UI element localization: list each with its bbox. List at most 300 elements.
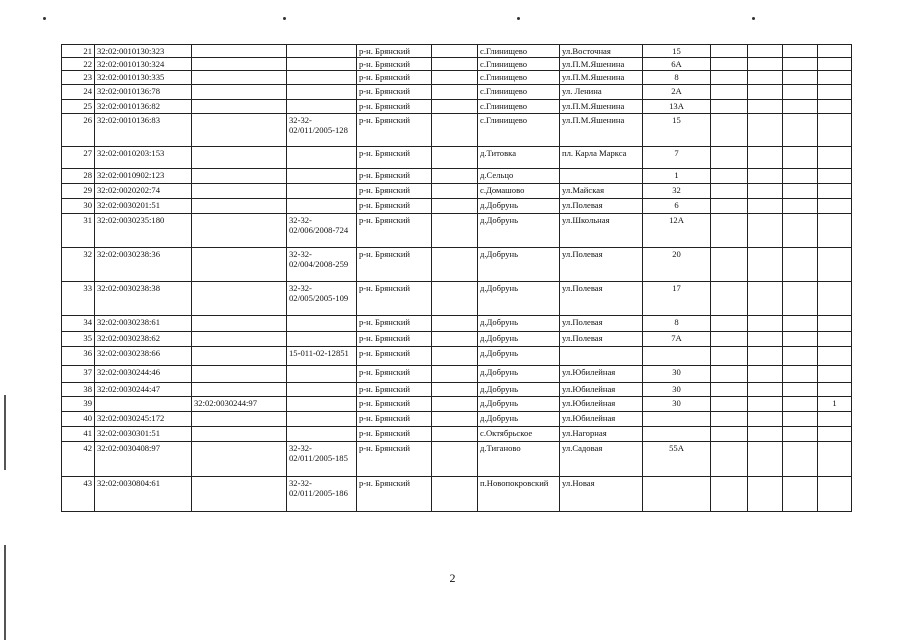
registration-number (287, 169, 357, 184)
table-row (62, 58, 852, 71)
locality: д.Добрунь (478, 332, 560, 347)
row-number: 40 (62, 412, 95, 427)
empty-cell (432, 100, 478, 114)
extra-count (818, 214, 852, 248)
locality: с.Домашово (478, 184, 560, 199)
empty-cell (432, 316, 478, 332)
registration-number: 32-32-02/004/2008-259 (287, 248, 357, 282)
row-number: 21 (62, 45, 95, 58)
row-number: 35 (62, 332, 95, 347)
empty-cell (432, 366, 478, 383)
row-number: 32 (62, 248, 95, 282)
empty-cell (432, 347, 478, 366)
empty-cell (711, 332, 748, 347)
empty-cell (711, 347, 748, 366)
extra-count (818, 147, 852, 169)
street: ул.Майская (560, 184, 643, 199)
empty-cell (748, 383, 783, 397)
alt-cadastral-number (192, 316, 287, 332)
empty-cell (432, 147, 478, 169)
street: ул.Полевая (560, 282, 643, 316)
cadastral-number: 32:02:0010130:324 (95, 58, 192, 71)
alt-cadastral-number (192, 248, 287, 282)
empty-cell (783, 332, 818, 347)
locality: д.Добрунь (478, 282, 560, 316)
table-row (62, 282, 852, 316)
locality: с.Глинищево (478, 85, 560, 100)
empty-cell (711, 383, 748, 397)
empty-cell (748, 100, 783, 114)
empty-cell (711, 100, 748, 114)
cadastral-number: 32:02:0030238:36 (95, 248, 192, 282)
cadastral-number: 32:02:0030244:47 (95, 383, 192, 397)
empty-cell (432, 58, 478, 71)
empty-cell (432, 442, 478, 477)
alt-cadastral-number (192, 184, 287, 199)
registration-number (287, 332, 357, 347)
house-number: 30 (643, 383, 711, 397)
registration-number (287, 58, 357, 71)
empty-cell (432, 397, 478, 412)
street: пл. Карла Маркса (560, 147, 643, 169)
alt-cadastral-number: 32:02:0030244:97 (192, 397, 287, 412)
street: ул.Полевая (560, 199, 643, 214)
district: р-н. Брянский (357, 214, 432, 248)
extra-count (818, 199, 852, 214)
locality: с.Глинищево (478, 114, 560, 147)
row-number: 31 (62, 214, 95, 248)
alt-cadastral-number (192, 282, 287, 316)
street: ул.П.М.Яшенина (560, 100, 643, 114)
house-number: 1 (643, 169, 711, 184)
empty-cell (783, 366, 818, 383)
empty-cell (783, 282, 818, 316)
table-row (62, 85, 852, 100)
empty-cell (432, 477, 478, 512)
locality: п.Новопокровский (478, 477, 560, 512)
empty-cell (748, 214, 783, 248)
extra-count (818, 58, 852, 71)
row-number: 27 (62, 147, 95, 169)
scan-mark (752, 17, 755, 20)
house-number (643, 412, 711, 427)
cadastral-number: 32:02:0030238:62 (95, 332, 192, 347)
scan-mark (43, 17, 46, 20)
cadastral-number (95, 397, 192, 412)
house-number: 6А (643, 58, 711, 71)
locality: д.Тиганово (478, 442, 560, 477)
table-row (62, 383, 852, 397)
extra-count (818, 184, 852, 199)
empty-cell (748, 347, 783, 366)
registration-number (287, 199, 357, 214)
extra-count (818, 442, 852, 477)
street: ул.П.М.Яшенина (560, 114, 643, 147)
extra-count: 1 (818, 397, 852, 412)
row-number: 22 (62, 58, 95, 71)
extra-count (818, 477, 852, 512)
registration-number (287, 397, 357, 412)
district: р-н. Брянский (357, 442, 432, 477)
locality: д.Добрунь (478, 412, 560, 427)
row-number: 25 (62, 100, 95, 114)
empty-cell (783, 477, 818, 512)
district: р-н. Брянский (357, 477, 432, 512)
registration-number (287, 184, 357, 199)
empty-cell (748, 45, 783, 58)
empty-cell (432, 184, 478, 199)
alt-cadastral-number (192, 71, 287, 85)
table-row (62, 45, 852, 58)
locality: с.Глинищево (478, 100, 560, 114)
empty-cell (783, 347, 818, 366)
registration-number: 32-32-02/011/2005-186 (287, 477, 357, 512)
empty-cell (432, 45, 478, 58)
registration-number (287, 316, 357, 332)
district: р-н. Брянский (357, 147, 432, 169)
registration-number (287, 383, 357, 397)
row-number: 29 (62, 184, 95, 199)
street: ул.Восточная (560, 45, 643, 58)
district: р-н. Брянский (357, 199, 432, 214)
empty-cell (783, 184, 818, 199)
district: р-н. Брянский (357, 169, 432, 184)
extra-count (818, 100, 852, 114)
house-number (643, 427, 711, 442)
empty-cell (783, 71, 818, 85)
empty-cell (783, 45, 818, 58)
registration-number (287, 85, 357, 100)
table-row (62, 347, 852, 366)
empty-cell (783, 114, 818, 147)
street: ул.Садовая (560, 442, 643, 477)
alt-cadastral-number (192, 383, 287, 397)
district: р-н. Брянский (357, 383, 432, 397)
table-row (62, 147, 852, 169)
row-number: 23 (62, 71, 95, 85)
empty-cell (783, 316, 818, 332)
empty-cell (783, 85, 818, 100)
empty-cell (432, 412, 478, 427)
row-number: 33 (62, 282, 95, 316)
empty-cell (711, 58, 748, 71)
empty-cell (432, 332, 478, 347)
empty-cell (711, 169, 748, 184)
district: р-н. Брянский (357, 412, 432, 427)
registration-number (287, 147, 357, 169)
district: р-н. Брянский (357, 45, 432, 58)
empty-cell (748, 169, 783, 184)
row-number: 36 (62, 347, 95, 366)
empty-cell (783, 442, 818, 477)
table-row (62, 214, 852, 248)
extra-count (818, 71, 852, 85)
empty-cell (711, 442, 748, 477)
cadastral-number: 32:02:0010136:83 (95, 114, 192, 147)
empty-cell (783, 147, 818, 169)
extra-count (818, 412, 852, 427)
cadastral-number: 32:02:0020202:74 (95, 184, 192, 199)
house-number: 17 (643, 282, 711, 316)
alt-cadastral-number (192, 366, 287, 383)
table-row (62, 477, 852, 512)
row-number: 38 (62, 383, 95, 397)
empty-cell (711, 427, 748, 442)
scan-mark (283, 17, 286, 20)
empty-cell (748, 147, 783, 169)
empty-cell (783, 248, 818, 282)
alt-cadastral-number (192, 45, 287, 58)
house-number (643, 477, 711, 512)
cadastral-number: 32:02:0030244:46 (95, 366, 192, 383)
empty-cell (711, 114, 748, 147)
district: р-н. Брянский (357, 366, 432, 383)
empty-cell (748, 114, 783, 147)
table-row (62, 248, 852, 282)
empty-cell (748, 58, 783, 71)
empty-cell (783, 100, 818, 114)
district: р-н. Брянский (357, 332, 432, 347)
locality: д.Сельцо (478, 169, 560, 184)
empty-cell (748, 397, 783, 412)
row-number: 41 (62, 427, 95, 442)
registry-table (61, 44, 852, 512)
district: р-н. Брянский (357, 427, 432, 442)
extra-count (818, 332, 852, 347)
house-number: 8 (643, 71, 711, 85)
street: ул. Ленина (560, 85, 643, 100)
street: ул.Полевая (560, 316, 643, 332)
extra-count (818, 248, 852, 282)
empty-cell (748, 442, 783, 477)
table-row (62, 316, 852, 332)
row-number: 43 (62, 477, 95, 512)
registration-number (287, 427, 357, 442)
cadastral-number: 32:02:0030804:61 (95, 477, 192, 512)
district: р-н. Брянский (357, 71, 432, 85)
registration-number (287, 45, 357, 58)
extra-count (818, 347, 852, 366)
house-number: 20 (643, 248, 711, 282)
extra-count (818, 114, 852, 147)
locality: д.Добрунь (478, 347, 560, 366)
cadastral-number: 32:02:0030408:97 (95, 442, 192, 477)
locality: с.Октябрьское (478, 427, 560, 442)
empty-cell (432, 427, 478, 442)
empty-cell (748, 477, 783, 512)
empty-cell (432, 248, 478, 282)
cadastral-number: 32:02:0030238:61 (95, 316, 192, 332)
empty-cell (783, 383, 818, 397)
alt-cadastral-number (192, 147, 287, 169)
alt-cadastral-number (192, 347, 287, 366)
house-number: 12А (643, 214, 711, 248)
empty-cell (711, 214, 748, 248)
empty-cell (748, 85, 783, 100)
house-number: 8 (643, 316, 711, 332)
locality: д.Добрунь (478, 316, 560, 332)
empty-cell (783, 199, 818, 214)
district: р-н. Брянский (357, 248, 432, 282)
empty-cell (748, 412, 783, 427)
house-number: 55А (643, 442, 711, 477)
locality: с.Глинищево (478, 71, 560, 85)
empty-cell (783, 412, 818, 427)
empty-cell (432, 71, 478, 85)
row-number: 39 (62, 397, 95, 412)
cadastral-number: 32:02:0030238:38 (95, 282, 192, 316)
row-number: 37 (62, 366, 95, 383)
empty-cell (748, 332, 783, 347)
street: ул.Нагорная (560, 427, 643, 442)
empty-cell (711, 248, 748, 282)
empty-cell (432, 85, 478, 100)
empty-cell (748, 316, 783, 332)
house-number: 13А (643, 100, 711, 114)
street: ул.Юбилейная (560, 366, 643, 383)
registration-number: 32-32-02/011/2005-185 (287, 442, 357, 477)
alt-cadastral-number (192, 85, 287, 100)
district: р-н. Брянский (357, 85, 432, 100)
cadastral-number: 32:02:0010902:123 (95, 169, 192, 184)
locality: д.Добрунь (478, 397, 560, 412)
registration-number (287, 71, 357, 85)
table-row (62, 184, 852, 199)
cadastral-number: 32:02:0030301:51 (95, 427, 192, 442)
house-number (643, 347, 711, 366)
empty-cell (783, 169, 818, 184)
alt-cadastral-number (192, 58, 287, 71)
scan-mark (517, 17, 520, 20)
street: ул.П.М.Яшенина (560, 71, 643, 85)
locality: д.Добрунь (478, 199, 560, 214)
street (560, 347, 643, 366)
empty-cell (711, 45, 748, 58)
locality: д.Добрунь (478, 383, 560, 397)
empty-cell (432, 383, 478, 397)
empty-cell (748, 199, 783, 214)
alt-cadastral-number (192, 332, 287, 347)
district: р-н. Брянский (357, 114, 432, 147)
table-row (62, 199, 852, 214)
scan-edge (4, 545, 6, 640)
empty-cell (711, 397, 748, 412)
district: р-н. Брянский (357, 316, 432, 332)
alt-cadastral-number (192, 169, 287, 184)
cadastral-number: 32:02:0010136:78 (95, 85, 192, 100)
empty-cell (432, 214, 478, 248)
street: ул.Полевая (560, 248, 643, 282)
district: р-н. Брянский (357, 347, 432, 366)
house-number: 15 (643, 45, 711, 58)
alt-cadastral-number (192, 100, 287, 114)
street: ул.Полевая (560, 332, 643, 347)
alt-cadastral-number (192, 427, 287, 442)
alt-cadastral-number (192, 442, 287, 477)
table-row (62, 100, 852, 114)
alt-cadastral-number (192, 477, 287, 512)
registration-number: 15-011-02-12851 (287, 347, 357, 366)
empty-cell (783, 214, 818, 248)
empty-cell (748, 282, 783, 316)
empty-cell (783, 58, 818, 71)
registration-number: 32-32-02/005/2005-109 (287, 282, 357, 316)
empty-cell (748, 366, 783, 383)
house-number: 32 (643, 184, 711, 199)
scan-edge (4, 395, 6, 470)
street (560, 169, 643, 184)
locality: д.Титовка (478, 147, 560, 169)
empty-cell (783, 397, 818, 412)
table-row (62, 442, 852, 477)
empty-cell (432, 114, 478, 147)
extra-count (818, 366, 852, 383)
house-number: 2А (643, 85, 711, 100)
empty-cell (432, 169, 478, 184)
empty-cell (748, 184, 783, 199)
house-number: 30 (643, 366, 711, 383)
empty-cell (711, 85, 748, 100)
locality: с.Глинищево (478, 45, 560, 58)
table-row (62, 71, 852, 85)
cadastral-number: 32:02:0030238:66 (95, 347, 192, 366)
cadastral-number: 32:02:0030235:180 (95, 214, 192, 248)
house-number: 7А (643, 332, 711, 347)
registration-number (287, 366, 357, 383)
empty-cell (711, 147, 748, 169)
empty-cell (711, 282, 748, 316)
street: ул.Юбилейная (560, 412, 643, 427)
house-number: 7 (643, 147, 711, 169)
empty-cell (432, 199, 478, 214)
empty-cell (748, 71, 783, 85)
alt-cadastral-number (192, 114, 287, 147)
empty-cell (711, 412, 748, 427)
alt-cadastral-number (192, 199, 287, 214)
registration-number (287, 100, 357, 114)
district: р-н. Брянский (357, 184, 432, 199)
table-row (62, 332, 852, 347)
street: ул.Юбилейная (560, 383, 643, 397)
table-row (62, 397, 852, 412)
district: р-н. Брянский (357, 58, 432, 71)
empty-cell (748, 427, 783, 442)
alt-cadastral-number (192, 412, 287, 427)
extra-count (818, 316, 852, 332)
house-number: 30 (643, 397, 711, 412)
alt-cadastral-number (192, 214, 287, 248)
table-row (62, 412, 852, 427)
house-number: 15 (643, 114, 711, 147)
empty-cell (711, 316, 748, 332)
street: ул.Юбилейная (560, 397, 643, 412)
row-number: 34 (62, 316, 95, 332)
registry-rows (62, 45, 852, 512)
locality: с.Глинищево (478, 58, 560, 71)
street: ул.П.М.Яшенина (560, 58, 643, 71)
empty-cell (711, 184, 748, 199)
table-row (62, 114, 852, 147)
row-number: 24 (62, 85, 95, 100)
registration-number: 32-32-02/006/2008-724 (287, 214, 357, 248)
table-row (62, 427, 852, 442)
locality: д.Добрунь (478, 248, 560, 282)
extra-count (818, 383, 852, 397)
district: р-н. Брянский (357, 100, 432, 114)
cadastral-number: 32:02:0010130:323 (95, 45, 192, 58)
cadastral-number: 32:02:0010203:153 (95, 147, 192, 169)
empty-cell (432, 282, 478, 316)
